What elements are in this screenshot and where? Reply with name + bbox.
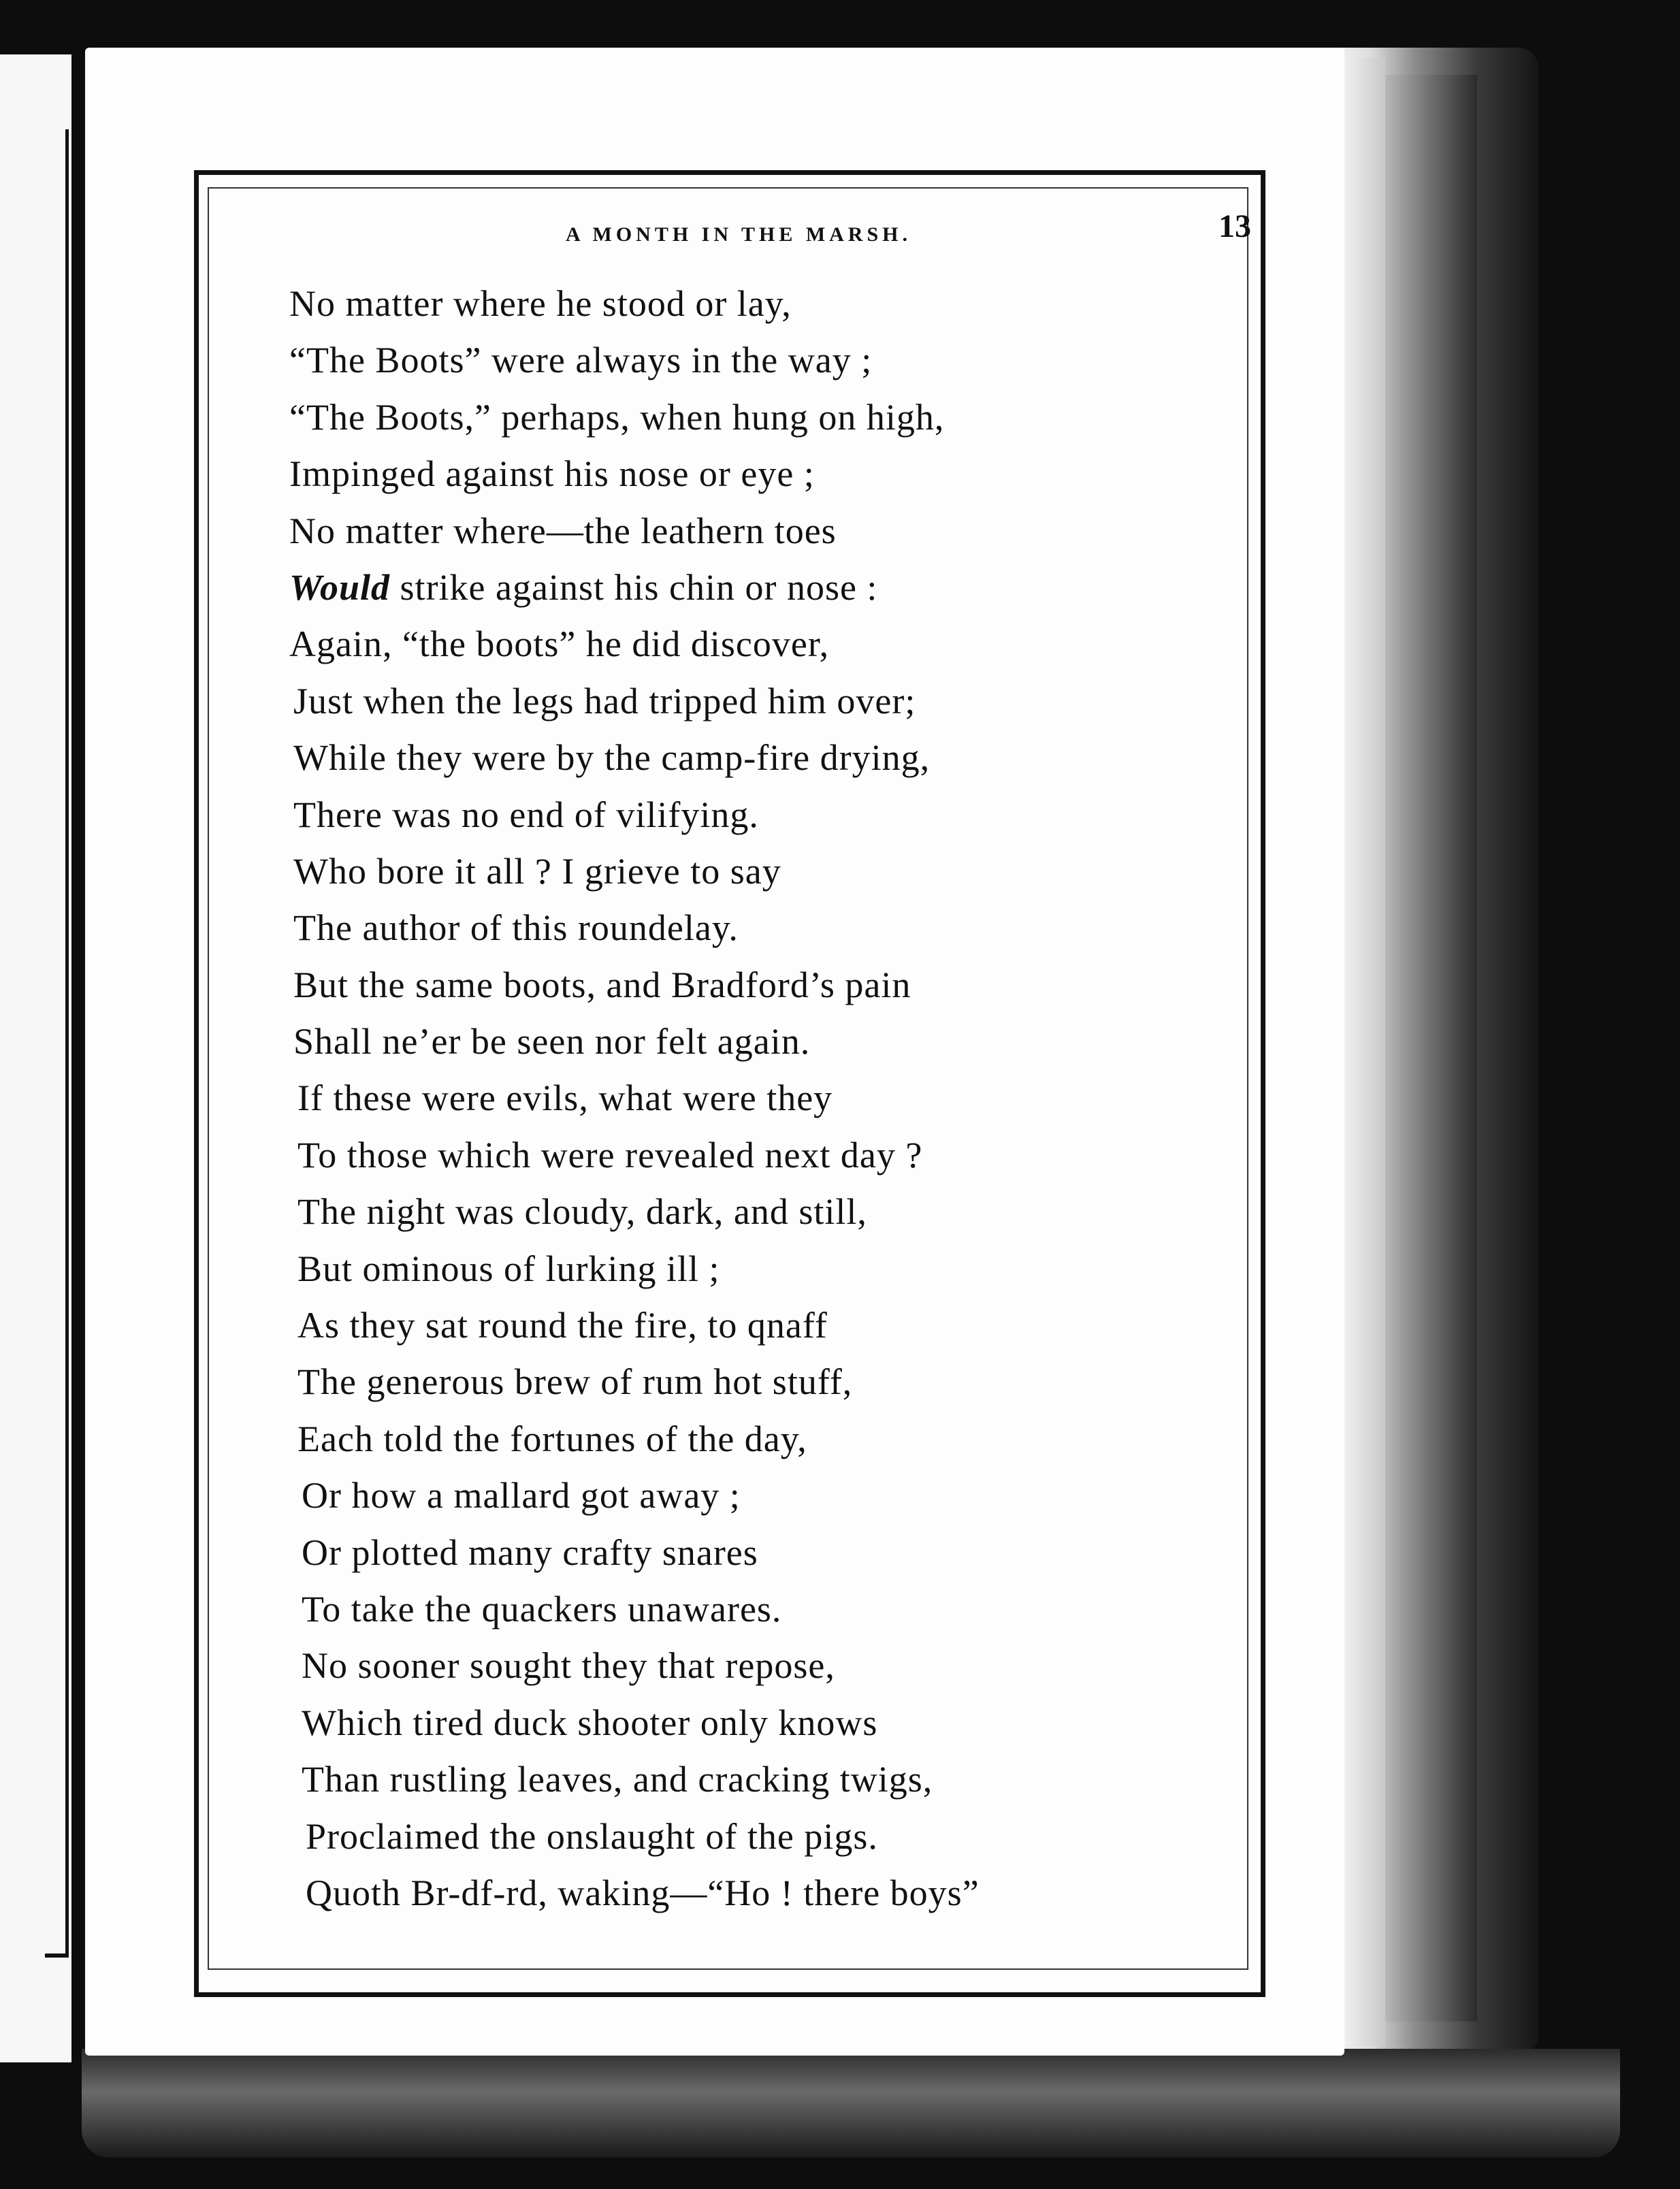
verse-line-rest: strike against his chin or nose : bbox=[390, 566, 878, 608]
verse-line-italic bbox=[289, 560, 1242, 616]
verse-line: Again, “the boots” he did discover, bbox=[289, 623, 830, 665]
verse-line: There was no end of vilifying. bbox=[293, 794, 759, 835]
verse-line: But ominous of lurking ill ; bbox=[297, 1248, 720, 1289]
verse-line: As they sat round the fire, to qnaff bbox=[297, 1305, 828, 1346]
verse-line: Or plotted many crafty snares bbox=[302, 1531, 758, 1573]
verse-line: The night was cloudy, dark, and still, bbox=[297, 1191, 867, 1233]
verse-line: Proclaimed the onslaught of the pigs. bbox=[306, 1815, 878, 1857]
book-page-stack-shadow bbox=[1382, 75, 1477, 2022]
verse-line: If these were evils, what were they bbox=[297, 1077, 833, 1119]
italic-word: Would bbox=[289, 566, 391, 608]
verse-line: No matter where he stood or lay, bbox=[289, 283, 792, 324]
verse-line: To take the quackers unawares. bbox=[302, 1588, 782, 1629]
verse-line: The author of this roundelay. bbox=[293, 907, 739, 949]
verse-line: “The Boots,” perhaps, when hung on high, bbox=[289, 396, 945, 438]
verse-line: “The Boots” were always in the way ; bbox=[289, 340, 873, 381]
verse-line: No sooner sought they that repose, bbox=[302, 1645, 835, 1687]
facing-page-border bbox=[45, 129, 69, 1958]
verse-line: The generous brew of rum hot stuff, bbox=[297, 1361, 853, 1403]
verse-line: Or how a mallard got away ; bbox=[302, 1475, 741, 1517]
page-number: 13 bbox=[1218, 208, 1251, 244]
verse-line: Who bore it all ? I grieve to say bbox=[293, 850, 781, 892]
verse-line: Just when the legs had tripped him over; bbox=[293, 680, 916, 721]
verse-line: Than rustling leaves, and cracking twigs, bbox=[302, 1759, 933, 1800]
book-cover-edge bbox=[82, 2049, 1620, 2158]
poem-verse bbox=[289, 276, 1242, 1922]
book-page bbox=[85, 48, 1344, 2056]
verse-line: While they were by the camp-fire drying, bbox=[293, 737, 931, 779]
verse-line: Quoth Br-df-rd, waking—“Ho ! there boys” bbox=[306, 1872, 980, 1913]
verse-line: Each told the fortunes of the day, bbox=[297, 1418, 807, 1459]
verse-line: No matter where—the leathern toes bbox=[289, 510, 837, 551]
verse-line: Shall ne’er be seen nor felt again. bbox=[293, 1021, 811, 1063]
verse-line: To those which were revealed next day ? bbox=[297, 1134, 923, 1175]
page-edge bbox=[1344, 58, 1385, 2045]
verse-line: Impinged against his nose or eye ; bbox=[289, 453, 815, 495]
facing-page bbox=[0, 54, 71, 2062]
verse-line: But the same boots, and Bradford’s pain bbox=[293, 964, 911, 1005]
running-head: A MONTH IN THE MARSH. bbox=[566, 223, 911, 246]
verse-line: Which tired duck shooter only knows bbox=[302, 1702, 878, 1743]
